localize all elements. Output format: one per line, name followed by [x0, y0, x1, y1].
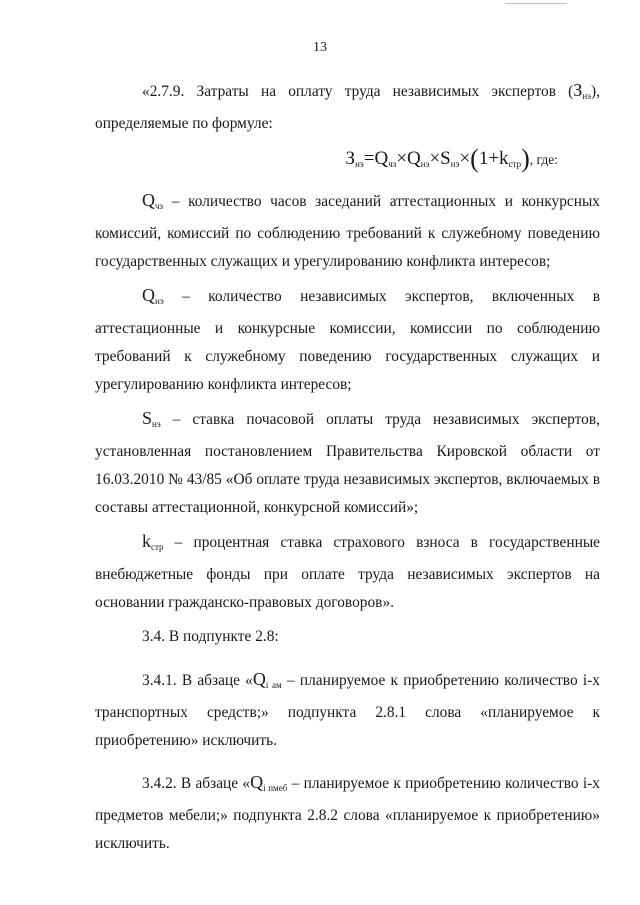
- formula-close-paren: ): [521, 144, 530, 173]
- definition-k-str: [95, 527, 600, 617]
- formula-times: ×: [459, 148, 471, 169]
- formula-one-plus: 1+: [478, 148, 500, 169]
- document-body: [95, 76, 600, 858]
- definition-text: – количество часов заседаний аттестационных и конкурсных комиссий, комиссий по соблюдению требований к служебному поведению государственных служащих и урегулированию конфликта интересов;: [95, 193, 600, 270]
- definition-text: – процентная ставка страхового взноса в государственные внебюджетные фонды при оплате труда независимых экспертов на основании гражданско-правовых договоров».: [95, 534, 600, 611]
- formula: [95, 143, 558, 180]
- item-text-after: – планируемое к приобретению количество i-х предметов мебели;» подпункта 2.8.2 слова «планируемое к приобретению» исключить.: [95, 775, 600, 852]
- intro-text-after: ), определяемые по формуле:: [95, 83, 600, 132]
- definition-q-chz: [95, 186, 600, 276]
- definition-symbol: $Q_{нэ}$: [142, 285, 164, 306]
- definition-symbol: $S_{нэ}$: [142, 408, 161, 429]
- definition-symbol: $k_{стр}$: [142, 531, 164, 552]
- item-text-before: 3.4.2. В абзаце «: [142, 775, 251, 792]
- formula-open-paren: (: [470, 144, 479, 173]
- section-heading: 3.4. В подпункте 2.8:: [142, 628, 279, 645]
- formula-times: ×: [396, 148, 408, 169]
- page-number: 13: [313, 40, 327, 55]
- top-rule: [505, 3, 567, 4]
- intro-symbol: $З_{нэ}$: [573, 80, 592, 101]
- formula-lhs: $З_{нэ}$: [345, 148, 364, 169]
- formula-s-ne: $S_{нэ}$: [440, 148, 460, 169]
- item-text-before: 3.4.1. В абзаце «: [142, 672, 253, 689]
- amendment-item-3-4-2: [95, 768, 600, 858]
- definition-symbol: $Q_{чз}$: [142, 190, 164, 211]
- formula-suffix: , где:: [529, 152, 558, 167]
- definition-text: – количество независимых экспертов, включенных в аттестационные и конкурсные комиссии, комиссии по соблюдению требований к служебному поведению государственных служащих и урегулированию конфликта интересов;: [95, 288, 600, 393]
- intro-text-before: «2.7.9. Затраты на оплату труда независимых экспертов (: [142, 83, 574, 100]
- definition-text: – ставка почасовой оплаты труда независимых экспертов, установленная постановлением Правительства Кировской области от 16.03.2010 № 43/85 «Об оплате труда независимых экспертов, включаемых в составы аттестационной, конкурсной комиссий»;: [95, 411, 600, 516]
- definition-s-ne: [95, 404, 600, 522]
- formula-times: ×: [429, 148, 441, 169]
- formula-q-ne: $Q_{нэ}$: [407, 148, 430, 169]
- formula-k: $k_{стр}$: [499, 148, 522, 169]
- item-symbol: $Q_{i пмеб}$: [250, 772, 288, 793]
- item-text-after: – планируемое к приобретению количество i-х транспортных средств;» подпункта 2.8.1 слова «планируемое к приобретению» исключить.: [95, 672, 600, 749]
- amendment-item-3-4-1: [95, 665, 600, 755]
- definition-q-ne: [95, 281, 600, 399]
- intro-paragraph: [95, 76, 600, 138]
- formula-equals: =: [363, 148, 375, 169]
- item-symbol: $Q_{i ам}$: [252, 669, 282, 690]
- formula-q-chz: $Q_{чз}$: [374, 148, 397, 169]
